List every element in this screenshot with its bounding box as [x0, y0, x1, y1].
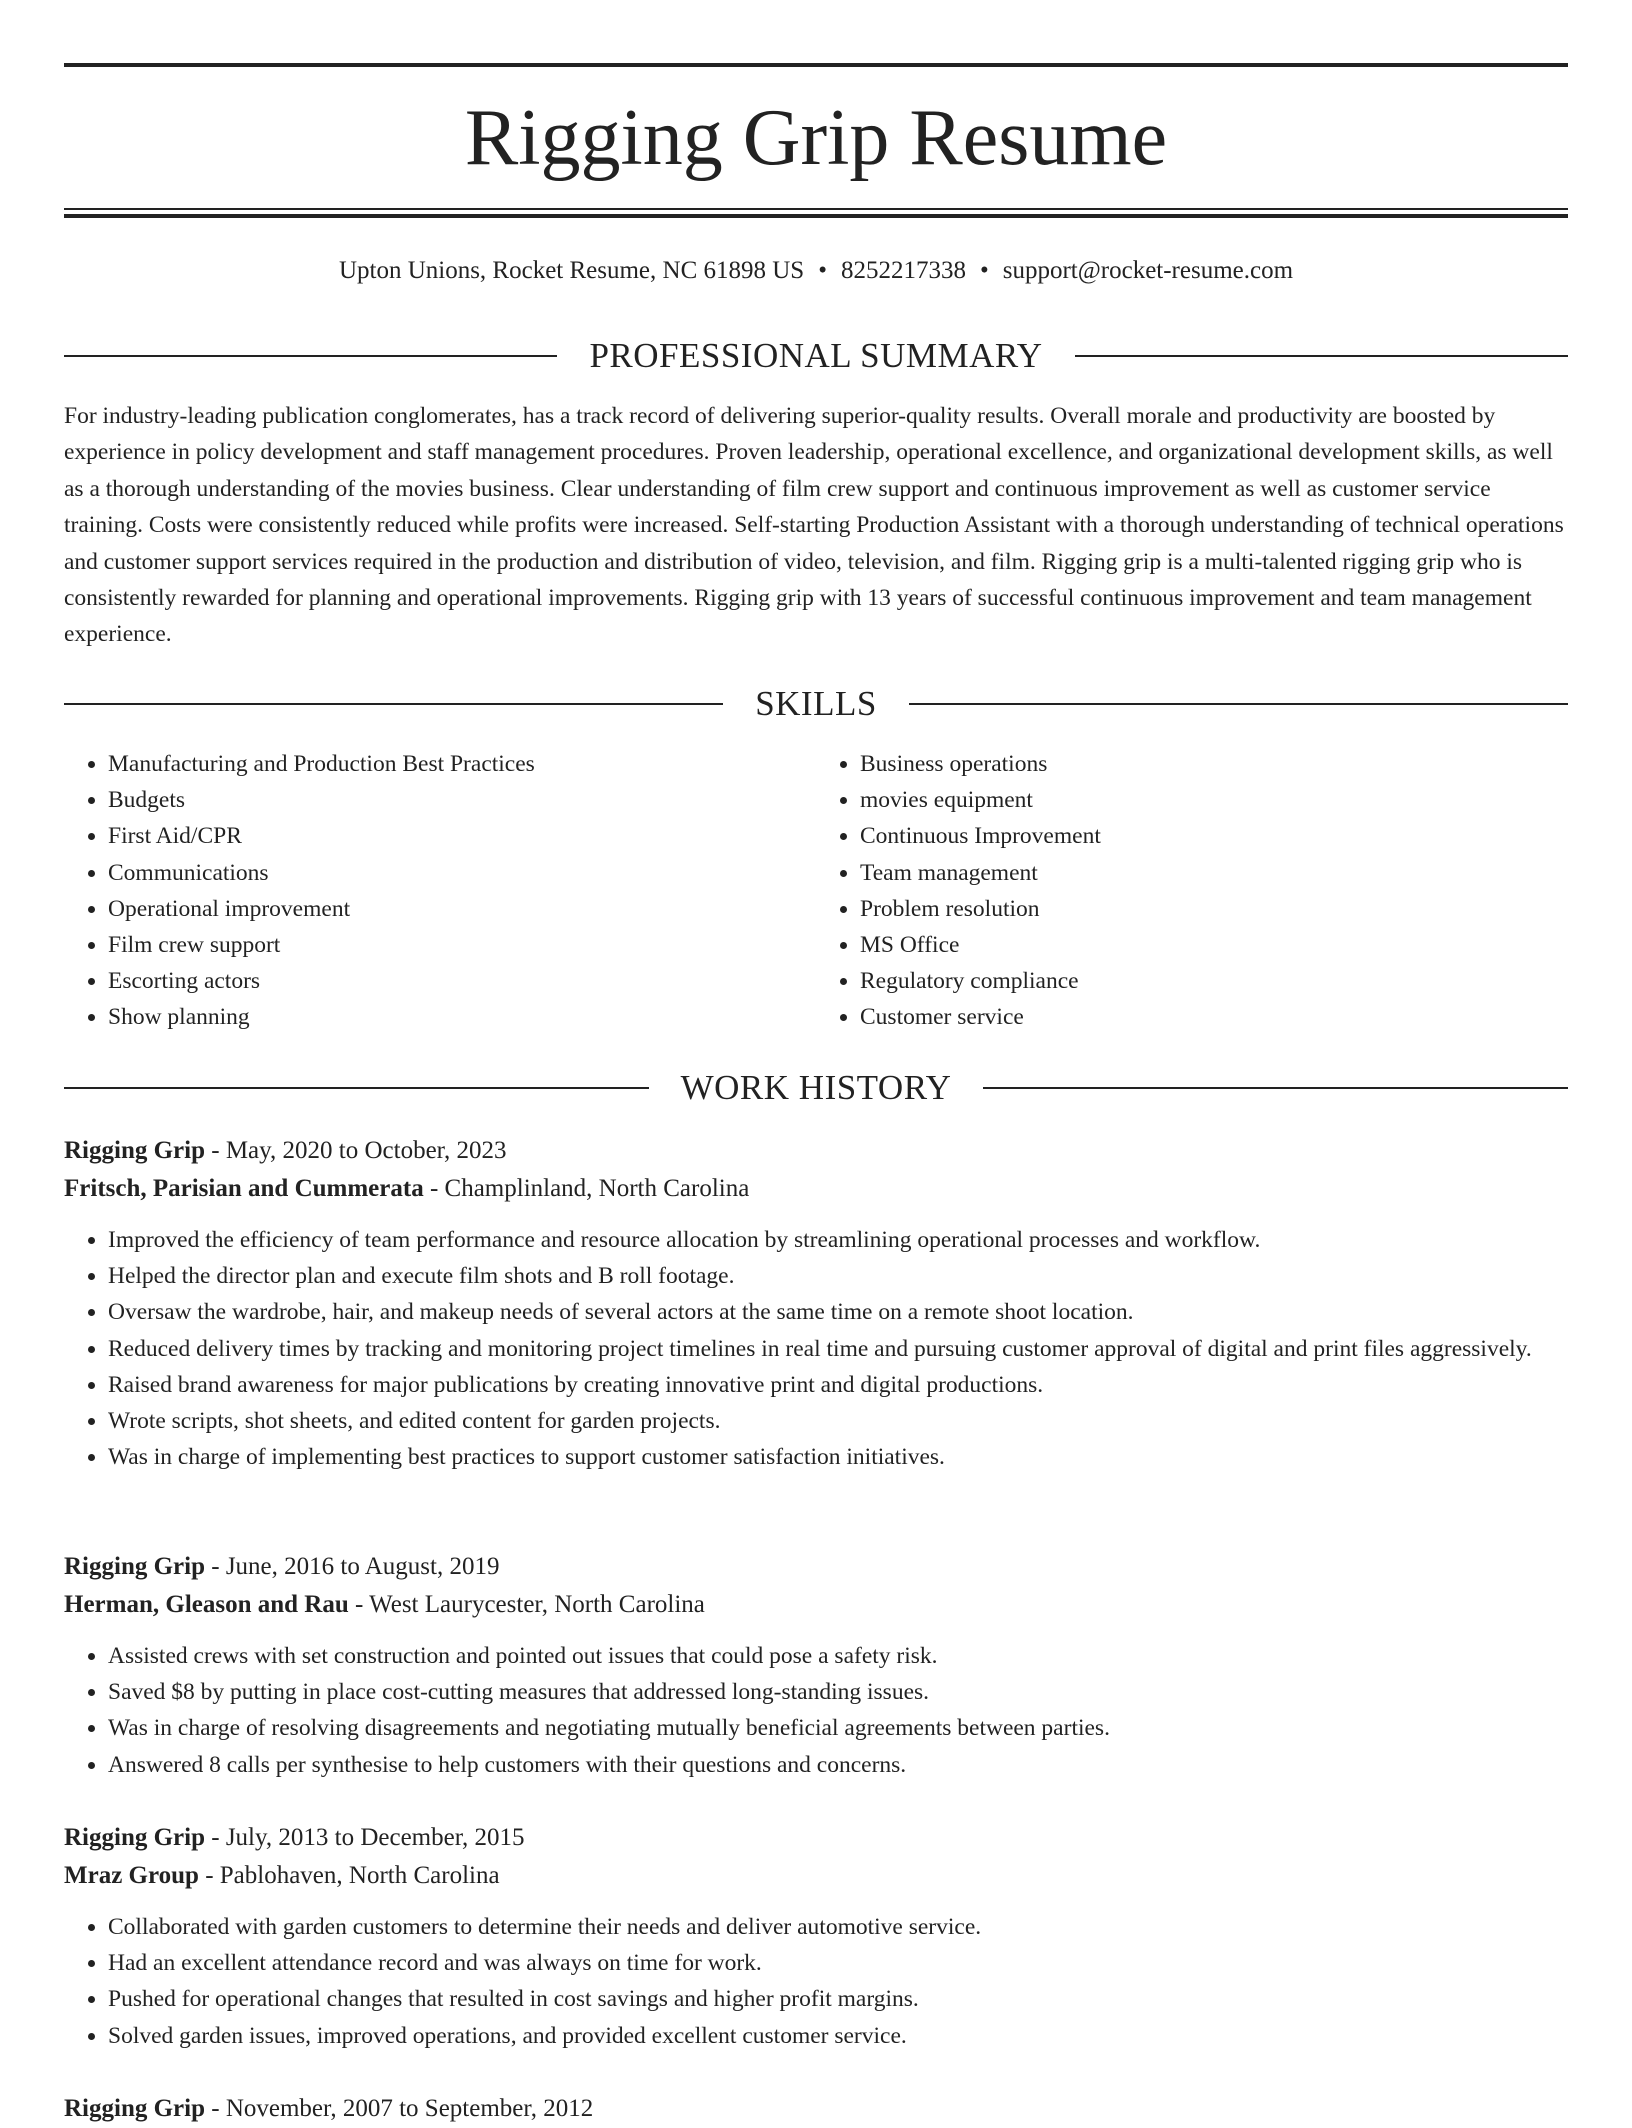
section-rule	[64, 355, 557, 357]
job-location: - Pablohaven, North Carolina	[198, 1862, 500, 1889]
skill-item: • movies equipment	[860, 782, 1568, 818]
job-company-line	[64, 1857, 1568, 1895]
summary-text: For industry-leading publication conglomerates, has a track record of delivering superior-quality results. Overall morale and productivity are boosted by experience in policy development and staff management procedures. Proven leadership, operational excellence, and organizational development skills, as well as a thorough understanding of the movies business. Clear understanding of film crew support and continuous improvement as well as customer service training. Costs were consistently reduced while profits were increased. Self-starting Production Assistant with a thorough understanding of technical operations and customer support services required in the production and distribution of video, television, and film. Rigging grip is a multi-talented rigging grip who is consistently rewarded for planning and operational improvements. Rigging grip with 13 years of successful continuous improvement and team management experience.	[64, 403, 1564, 648]
page-title: Rigging Grip Resume	[464, 94, 1168, 182]
job-company: Herman, Gleason and Rau	[64, 1591, 349, 1618]
job-entry	[64, 1819, 1568, 2054]
job-bullet: • Pushed for operational changes that resulted in cost savings and higher profit margins.	[108, 1981, 1568, 2017]
job-bullet: • Was in charge of implementing best practices to support customer satisfaction initiatives.	[108, 1439, 1568, 1475]
skill-item: • MS Office	[860, 927, 1568, 963]
job-title-line	[64, 1548, 1568, 1586]
skill-item: • Continuous Improvement	[860, 818, 1568, 854]
section-title-skills: SKILLS	[755, 684, 877, 723]
job-location: - Champlinland, North Carolina	[423, 1175, 750, 1202]
skills-column-right	[816, 746, 1568, 1036]
job-title: Rigging Grip	[64, 1137, 205, 1164]
skill-item: • Regulatory compliance	[860, 963, 1568, 999]
job-title: Rigging Grip	[64, 1553, 205, 1580]
contact-email[interactable]: support@rocket-resume.com	[1002, 257, 1294, 284]
job-bullet: • Saved $8 by putting in place cost-cutting measures that addressed long-standing issues.	[108, 1674, 1568, 1710]
section-rule	[64, 703, 723, 705]
skills-column-left	[64, 746, 816, 1036]
section-header-skills	[64, 682, 1568, 726]
job-title: Rigging Grip	[64, 1824, 205, 1851]
section-title-work: WORK HISTORY	[680, 1068, 952, 1107]
contact-separator: •	[818, 257, 827, 284]
skill-item: • Manufacturing and Production Best Practices	[108, 746, 816, 782]
job-bullet: • Wrote scripts, shot sheets, and edited content for garden projects.	[108, 1403, 1568, 1439]
section-title-summary: PROFESSIONAL SUMMARY	[589, 336, 1043, 375]
job-dates: - July, 2013 to December, 2015	[205, 1824, 525, 1851]
job-bullet: • Was in charge of resolving disagreements and negotiating mutually beneficial agreements between parties.	[108, 1710, 1568, 1746]
skill-item: • Communications	[108, 855, 816, 891]
skill-item: • First Aid/CPR	[108, 818, 816, 854]
job-bullets	[64, 1638, 1568, 1783]
title-double-rule	[64, 208, 1568, 218]
top-rule	[64, 63, 1568, 67]
skill-item: • Customer service	[860, 999, 1568, 1035]
contact-line	[64, 254, 1568, 288]
job-location: - West Laurycester, North Carolina	[348, 1591, 705, 1618]
skill-item: • Operational improvement	[108, 891, 816, 927]
job-entry	[64, 1548, 1568, 1783]
section-rule	[909, 703, 1568, 705]
job-bullet: • Answered 8 calls per synthesise to help customers with their questions and concerns.	[108, 1747, 1568, 1783]
job-title-line	[64, 1819, 1568, 1857]
job-title: Rigging Grip	[64, 2095, 205, 2122]
job-dates: - November, 2007 to September, 2012	[205, 2095, 594, 2122]
job-title-line	[64, 1132, 1568, 1170]
job-bullet: • Reduced delivery times by tracking and monitoring project timelines in real time and pursuing customer approval of digital and print files aggressively.	[108, 1331, 1568, 1367]
job-dates: - May, 2020 to October, 2023	[205, 1137, 507, 1164]
job-bullet: • Collaborated with garden customers to determine their needs and deliver automotive service.	[108, 1909, 1568, 1945]
skill-item: • Budgets	[108, 782, 816, 818]
job-bullet: • Oversaw the wardrobe, hair, and makeup needs of several actors at the same time on a remote shoot location.	[108, 1294, 1568, 1330]
section-header-summary	[64, 334, 1568, 378]
contact-address: Upton Unions, Rocket Resume, NC 61898 US	[338, 257, 805, 284]
job-company-line	[64, 1586, 1568, 1624]
section-rule	[1075, 355, 1568, 357]
skill-item: • Escorting actors	[108, 963, 816, 999]
job-bullet: • Improved the efficiency of team performance and resource allocation by streamlining operational processes and workflow.	[108, 1222, 1568, 1258]
contact-separator: •	[979, 257, 989, 284]
skills-list	[64, 746, 1568, 1036]
job-bullets	[64, 1222, 1568, 1475]
job-bullet: • Assisted crews with set construction and pointed out issues that could pose a safety risk.	[108, 1638, 1568, 1674]
skill-item: • Film crew support	[108, 927, 816, 963]
job-bullet: • Solved garden issues, improved operations, and provided excellent customer service.	[108, 2018, 1568, 2054]
contact-phone: 8252217338	[840, 257, 966, 284]
job-entry	[64, 2090, 1568, 2128]
skill-item: • Show planning	[108, 999, 816, 1035]
job-bullet: • Helped the director plan and execute film shots and B roll footage.	[108, 1258, 1568, 1294]
job-company: Mraz Group	[64, 1862, 199, 1889]
job-company: Fritsch, Parisian and Cummerata	[64, 1175, 424, 1202]
section-rule	[64, 1087, 649, 1089]
skill-item: • Problem resolution	[860, 891, 1568, 927]
job-company-line	[64, 1170, 1568, 1208]
job-bullets	[64, 1909, 1568, 2054]
skill-item: • Business operations	[860, 746, 1568, 782]
job-title-line	[64, 2090, 1568, 2128]
skill-item: • Team management	[860, 855, 1568, 891]
section-rule	[983, 1087, 1568, 1089]
section-header-work	[64, 1066, 1568, 1110]
job-entry	[64, 1132, 1568, 1475]
job-dates: - June, 2016 to August, 2019	[205, 1553, 500, 1580]
job-bullet: • Had an excellent attendance record and was always on time for work.	[108, 1945, 1568, 1981]
job-bullet: • Raised brand awareness for major publications by creating innovative print and digital productions.	[108, 1367, 1568, 1403]
